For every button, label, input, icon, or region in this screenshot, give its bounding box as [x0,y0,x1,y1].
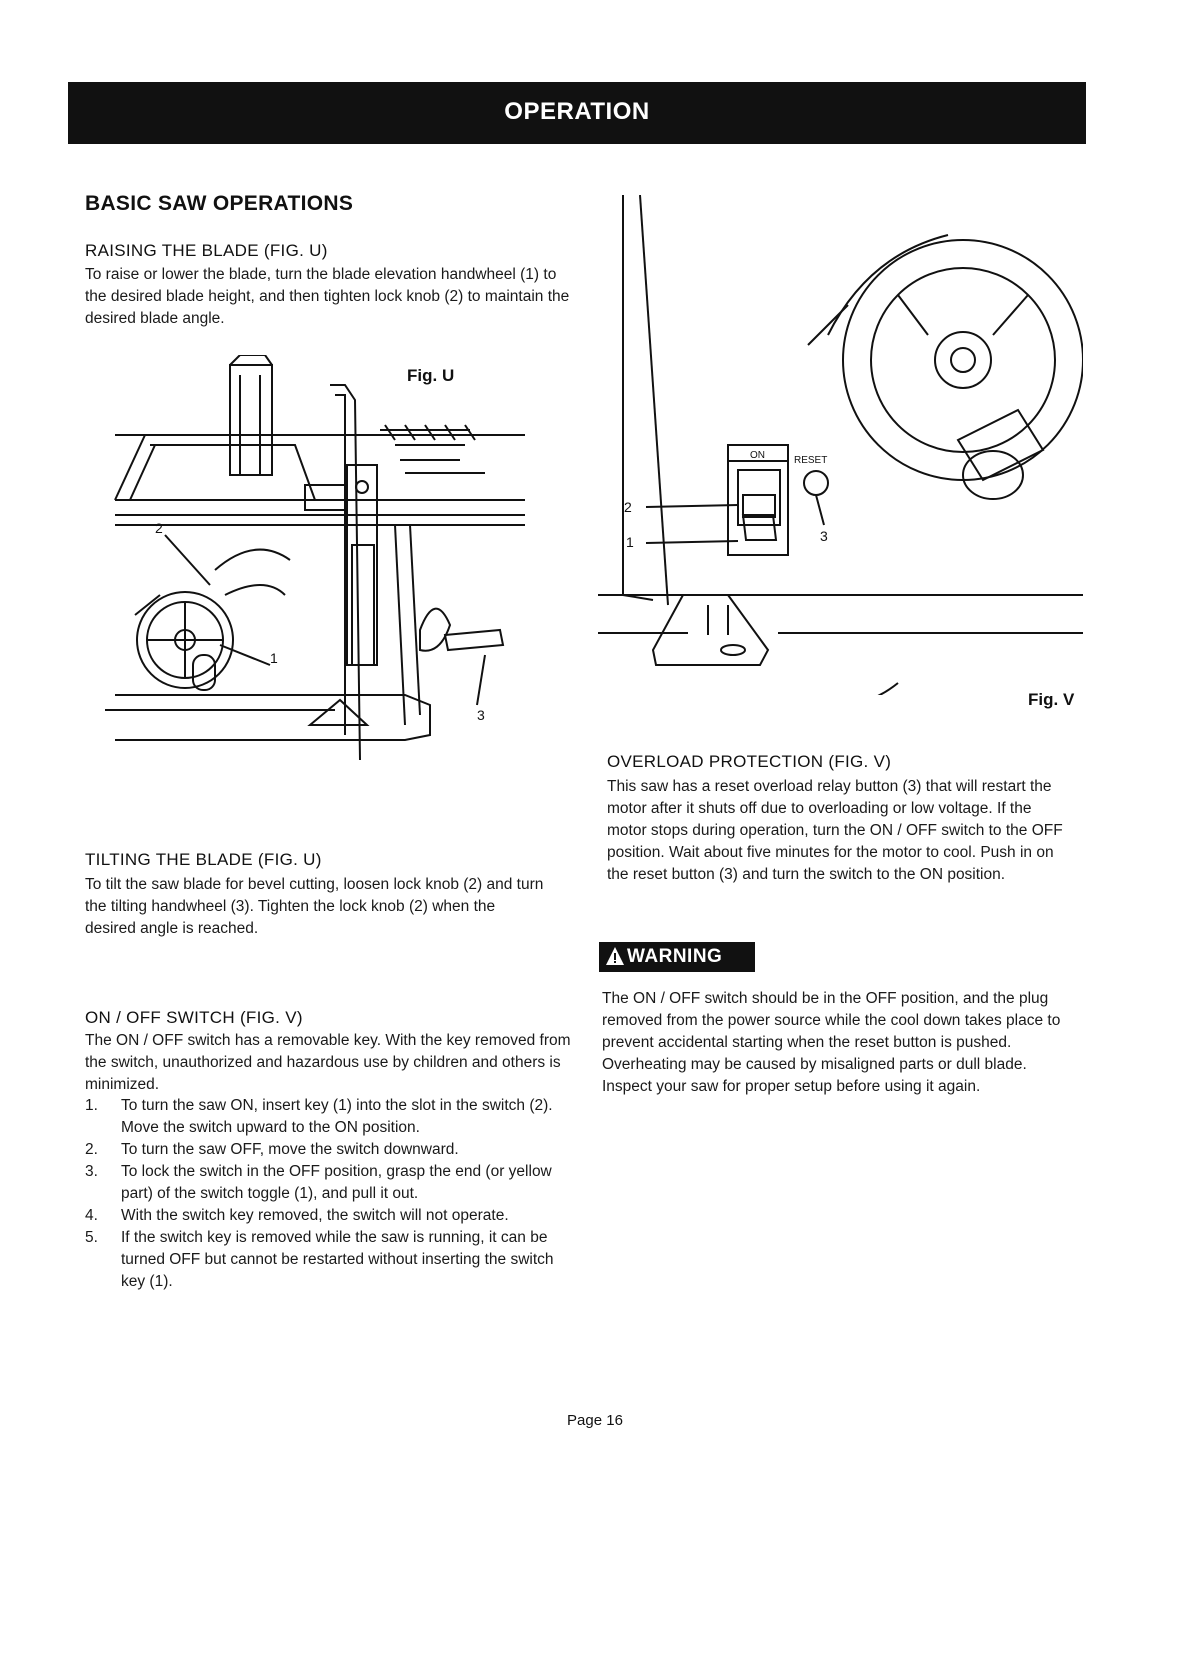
fig-v-callout-3: 3 [820,528,828,544]
fig-u-illustration [105,355,525,785]
list-item: 3. To lock the switch in the OFF position, grasp the end (or yellow part) of the switch toggle (1), and pull it out. [85,1163,552,1202]
onoff-body: The ON / OFF switch has a removable key. With the key removed from the switch, unauthorized and hazardous use by children and others is minimized. [85,1032,571,1093]
reset-label: RESET [794,455,828,466]
raising-body: To raise or lower the blade, turn the blade elevation handwheel (1) to the desired blade height, and then tighten lock knob (2) to maintain the desired blade angle. [85,266,570,327]
fig-u-callout-2: 2 [155,520,163,536]
fig-v-label: Fig. V [1028,690,1075,709]
warning-triangle-icon [605,946,625,966]
onoff-heading: ON / OFF SWITCH (FIG. V) [85,1008,303,1027]
raising-heading: RAISING THE BLADE (FIG. U) [85,241,328,260]
tilting-body: To tilt the saw blade for bevel cutting, loosen lock knob (2) and turn the tilting handwheel (3). Tighten the lock knob (2) when the desired angle is reached. [85,876,544,937]
warning-body: The ON / OFF switch should be in the OFF position, and the plug removed from the power source while the cool down takes place to prevent accidental starting when the reset button is pushed. Overheating may be caused by misaligned parts or dull blade. Inspect your saw for proper setup before using it again. [602,990,1061,1095]
list-item: 1. To turn the saw ON, insert key (1) into the slot in the switch (2). Move the switch upward to the ON position. [85,1097,553,1136]
list-item: 5. If the switch key is removed while the saw is running, it can be turned OFF but cannot be restarted without inserting the switch key (1). [85,1229,554,1290]
tilting-heading: TILTING THE BLADE (FIG. U) [85,850,322,869]
onoff-steps-list [85,1095,575,1293]
overload-body: This saw has a reset overload relay button (3) that will restart the motor after it shuts off due to overloading or low voltage. If the motor stops during operation, turn the ON / OFF switch to the OFF position. Wait about five minutes for the motor to cool. Push in on the reset button (3) and turn the switch to the ON position. [607,778,1063,883]
warning-badge [599,942,755,972]
fig-v-callout-2: 2 [624,499,632,515]
page-number: Page 16 [567,1412,623,1429]
on-label: ON [750,450,765,461]
header-banner [68,82,1086,144]
list-item: 2. To turn the saw OFF, move the switch downward. [85,1141,459,1158]
page-title: OPERATION [504,98,650,125]
overload-heading: OVERLOAD PROTECTION (FIG. V) [607,752,892,771]
warning-label: WARNING [627,946,723,967]
fig-u-label: Fig. U [407,366,455,385]
fig-v-illustration [598,195,1083,695]
fig-u-callout-1: 1 [270,650,278,666]
fig-v-callout-1: 1 [626,534,634,550]
section-title: BASIC SAW OPERATIONS [85,192,354,215]
list-item: 4. With the switch key removed, the switch will not operate. [85,1207,509,1224]
fig-u-callout-3: 3 [477,707,485,723]
